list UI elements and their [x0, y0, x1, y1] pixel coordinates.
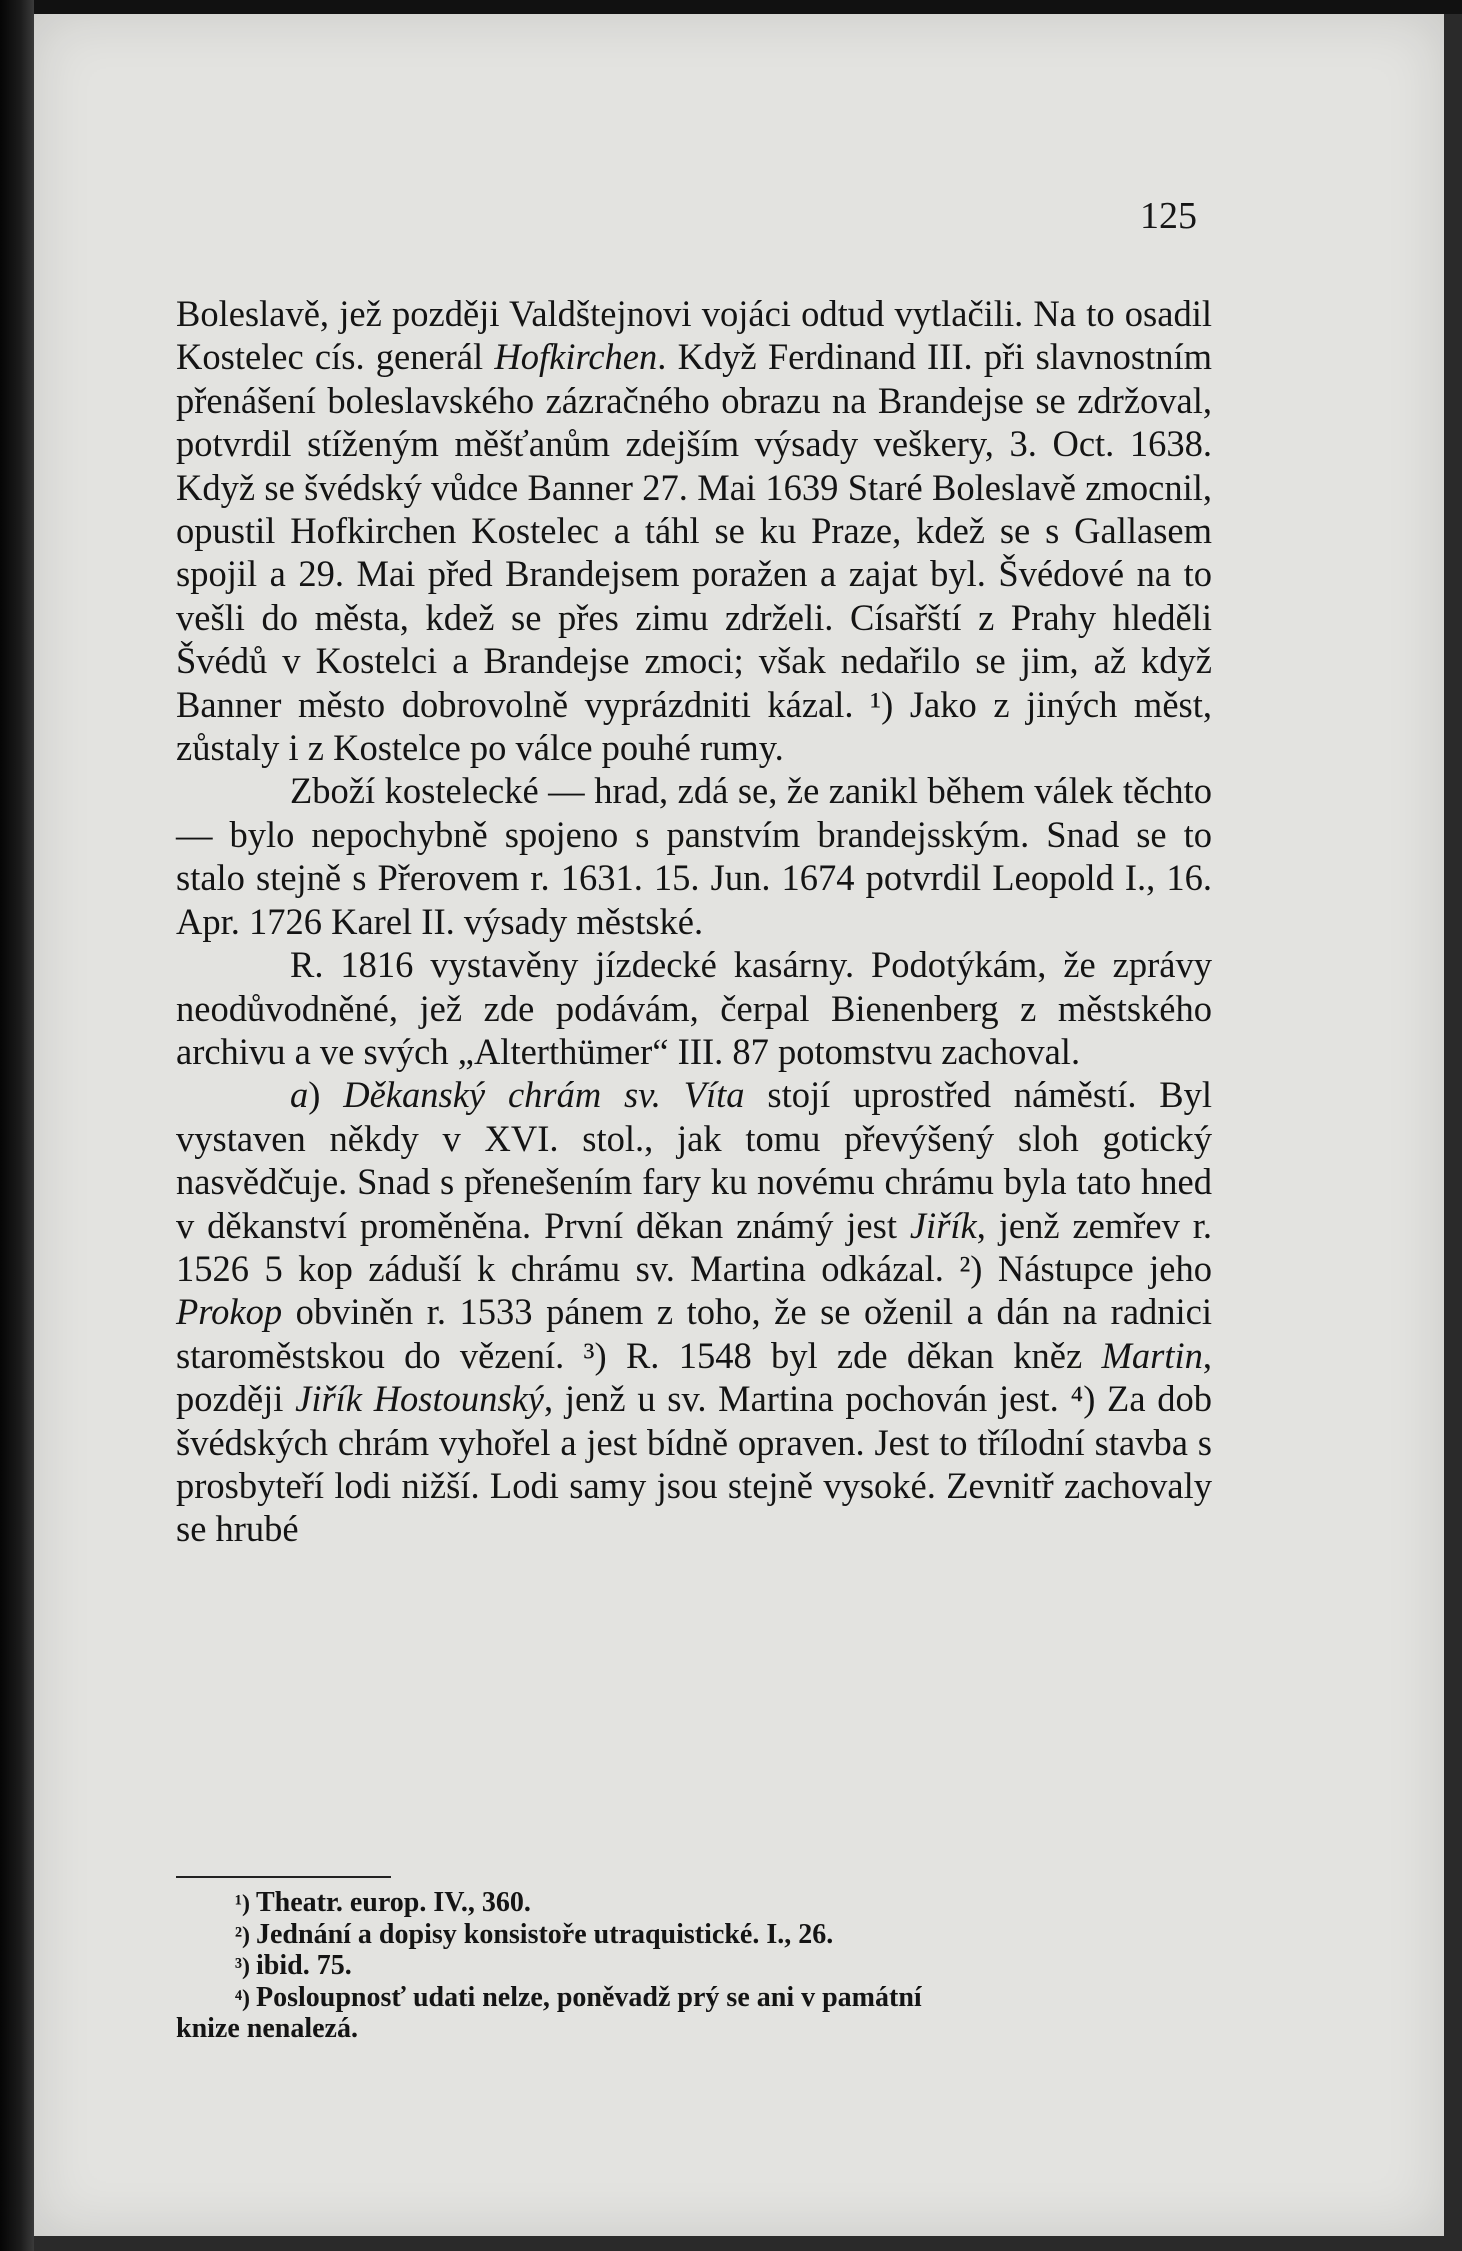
text-run: obviněn r. 1533 pánem z toho, že se oženil a dán na radnici staroměstskou do vězení. ³) R. 1548 byl zde děkan kněz	[176, 1291, 1212, 1376]
footnote-rule	[176, 1876, 391, 1878]
footnote-text: Theatr. europ. IV., 360.	[256, 1887, 531, 1918]
footnote-text: Jednání a dopisy konsistoře utraquistické. I., 26.	[256, 1918, 834, 1950]
italic-text: a	[290, 1074, 309, 1116]
text-run: , později	[176, 1334, 1212, 1420]
text-run: , jenž zemřev r. 1526 5 kop záduší k chrámu sv. Martina odkázal. ²) Nástupce jeho	[176, 1204, 1212, 1289]
footnote-mark: ²)	[234, 1922, 250, 1949]
footnote-mark: ⁴)	[234, 1985, 250, 2012]
footnote-mark: ³)	[234, 1954, 250, 1980]
italic-text: Prokop	[176, 1291, 283, 1333]
footnote-continuation: knize nenalezá.	[176, 2013, 358, 2044]
footnotes	[176, 1888, 1212, 2044]
paragraph	[176, 1073, 1212, 1550]
text-run: )	[308, 1074, 344, 1116]
text-run: R. 1816 vystavěny jízdecké kasárny. Podotýkám, že zprávy neodůvodněné, jež zde podávám, čerpal Bienenberg z městského archivu a ve svých „Alterthümer“ III. 87 potomstvu zachoval.	[176, 944, 1212, 1072]
paragraph	[176, 292, 1212, 769]
italic-text: Jiřík Hostounský	[295, 1378, 545, 1420]
paragraph	[176, 943, 1212, 1073]
footnote-mark: ¹)	[234, 1891, 250, 1917]
book-spine-shadow	[0, 0, 34, 2251]
text-run: Zboží kostelecké — hrad, zdá se, že zanikl během válek těchto — bylo nepochybně spojeno s panstvím brandejsským. Snad se to stalo stejně s Přerovem r. 1631. 15. Jun. 1674 potvrdil Leopold I., 16. Apr. 1726 Karel II. výsady městské.	[176, 770, 1212, 942]
body-text	[176, 292, 1212, 1551]
footnote	[176, 1920, 1212, 1952]
footnote	[176, 1951, 1212, 1983]
footnote	[176, 1888, 1212, 1920]
italic-text: Jiřík	[909, 1204, 977, 1246]
text-run: , jenž u sv. Martina pochován jest. ⁴) Za dob švédských chrám vyhořel a jest bídně opraven. Jest to třílodní stavba s prosbyteří lodi nižší. Lodi samy jsou stejně vysoké. Zevnitř zachovaly se hrubé	[176, 1378, 1212, 1550]
paragraph	[176, 769, 1212, 943]
footnote-text: ibid. 75.	[256, 1950, 352, 1981]
text-run: stojí uprostřed náměstí. Byl vystaven někdy v XVI. stol., jak tomu převýšený sloh gotický nasvědčuje. Snad s přenešením fary ku novému chrámu byla tato hned v děkanství proměněna. První děkan známý jest	[176, 1074, 1213, 1246]
scan-top-edge	[34, 0, 1462, 14]
text-run: . Když Ferdinand III. při slavnostním přenášení boleslavského zázračného obrazu na Brandejse se zdržoval, potvrdil stíženým měšťanům zdejším výsady veškery, 3. Oct. 1638. Když se švédský vůdce Banner 27. Mai 1639 Staré Boleslavě zmocnil, opustil Hofkirchen Kostelec a táhl se ku Praze, kdež se s Gallasem spojil a 29. Mai před Brandejsem poražen a zajat byl. Švédové na to vešli do města, kdež se přes zimu zdrželi. Císařští z Prahy hleděli Švédů v Kostelci a Brandejse zmoci; však nedařilo se jim, až když Banner město dobrovolně vyprázdniti kázal. ¹) Jako z jiných měst, zůstaly i z Kostelce po válce pouhé rumy.	[176, 336, 1212, 769]
italic-text: Hofkirchen	[494, 336, 658, 378]
footnote	[176, 1983, 1212, 2015]
footnote-text: Posloupnosť udati nelze, poněvadž prý se ani v památní	[256, 1981, 922, 2013]
italic-text: Martin	[1101, 1334, 1203, 1376]
page-number: 125	[1140, 195, 1197, 237]
text-run: Boleslavě, jež později Valdštejnovi vojáci odtud vytlačili. Na to osadil Kostelec cís. generál	[176, 293, 1212, 378]
italic-text: Děkanský chrám sv. Víta	[343, 1074, 745, 1116]
